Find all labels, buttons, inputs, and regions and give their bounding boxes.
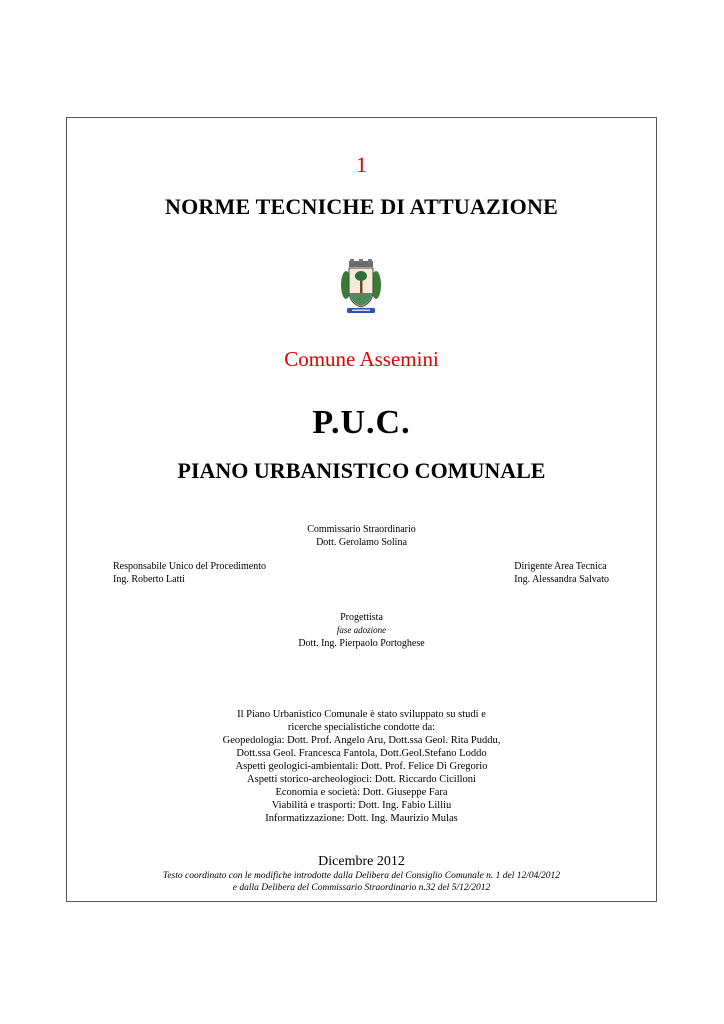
designer-name: Dott. Ing. Pierpaolo Portoghese: [298, 638, 425, 649]
credits-line: Geopedologia: Dott. Prof. Angelo Aru, Dott.ssa Geol. Rita Puddu,: [222, 735, 501, 746]
coat-of-arms-icon: [340, 259, 382, 317]
credits-line: Dott.ssa Geol. Francesca Fantola, Dott.Geol.Stefano Loddo: [236, 748, 487, 759]
credits-line: Economia e società: Dott. Giuseppe Fara: [275, 787, 448, 798]
plan-acronym: P.U.C.: [312, 404, 411, 441]
credits-line: Aspetti storico-archeologioci: Dott. Riccardo Cicilloni: [247, 774, 476, 785]
document-title: NORME TECNICHE DI ATTUAZIONE: [165, 194, 558, 219]
designer-phase: fase adozione: [336, 625, 387, 635]
credits-line: Informatizzazione: Dott. Ing. Maurizio Mulas: [265, 813, 458, 824]
note-line-1: Testo coordinato con le modifiche introdotte dalla Delibera del Consiglio Comunale n. 1 del 12/04/2012: [162, 871, 561, 881]
designer-role: Progettista: [340, 612, 383, 623]
plan-title: PIANO URBANISTICO COMUNALE: [177, 458, 546, 483]
credits-block: [67, 708, 656, 825]
credits-line: Il Piano Urbanistico Comunale è stato sviluppato su studi e: [237, 709, 486, 720]
document-number: 1: [356, 152, 367, 177]
commissioner-role: Commissario Straordinario: [307, 524, 416, 535]
rup-name: Ing. Roberto Latti: [113, 574, 185, 585]
credits-line: Aspetti geologici-ambientali: Dott. Prof. Felice Di Gregorio: [235, 761, 488, 772]
rup-block: [113, 560, 266, 586]
credits-line: Viabilità e trasporti: Dott. Ing. Fabio Lilliu: [271, 800, 452, 811]
document-date: Dicembre 2012: [318, 854, 405, 869]
cover-frame: [66, 117, 657, 902]
rup-role: Responsabile Unico del Procedimento: [113, 561, 267, 572]
director-name: Ing. Alessandra Salvato: [514, 574, 609, 585]
director-block: [514, 560, 609, 586]
municipality-name: Comune Assemini: [284, 347, 439, 371]
director-role: Dirigente Area Tecnica: [514, 561, 607, 572]
credits-line: ricerche specialistiche condotte da:: [287, 722, 436, 733]
commissioner-name: Dott. Gerolamo Solina: [316, 537, 407, 548]
coordination-note: [67, 870, 656, 894]
commissioner-block: [67, 523, 656, 549]
designer-block: [67, 611, 656, 650]
note-line-2: e dalla Delibera del Commissario Straordinario n.32 del 5/12/2012: [232, 883, 491, 893]
